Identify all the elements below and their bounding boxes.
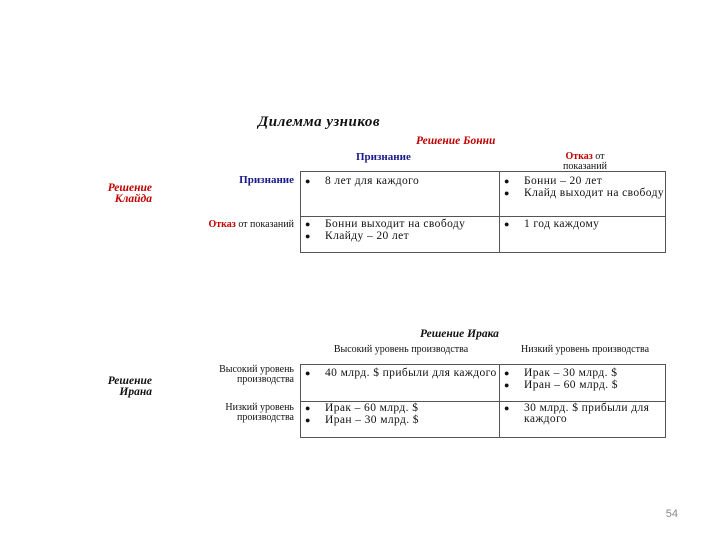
- table2-col1-header: Высокий уровень производства: [333, 344, 469, 355]
- table2-col2-header: Низкий уровень производства: [520, 344, 650, 355]
- table1-row-group-label: [66, 183, 152, 205]
- bullet-text: Клайду – 20 лет: [325, 229, 410, 242]
- bullet-item: [301, 176, 499, 187]
- bullet-icon: ●: [305, 368, 311, 378]
- table2-cell-r1c2-list: [500, 368, 665, 390]
- table1-cell-r2c1-list: [301, 219, 499, 241]
- table2-cell-r1c2: [500, 364, 666, 402]
- bullet-text: Клайд выходит на свободу: [524, 186, 664, 199]
- table2-cell-r2c1: [300, 402, 500, 438]
- table1-col1-header: Признание: [356, 151, 411, 163]
- bullet-text: Бонни выходит на свободу: [325, 218, 466, 230]
- table1-cell-r1c1-list: [301, 176, 499, 187]
- table1-row2-label-red: Отказ: [208, 219, 236, 230]
- bullet-item: [500, 403, 665, 424]
- bullet-text: Иран – 60 млрд. $: [524, 378, 618, 391]
- table1-cell-r1c2: [500, 171, 666, 217]
- table2-cell-r2c2: [500, 402, 666, 438]
- table1-row1-label: Признание: [239, 174, 294, 186]
- bullet-text: Ирак – 30 млрд. $: [524, 367, 618, 379]
- bullet-icon: ●: [305, 230, 311, 241]
- table1-row2-label-rest: от показаний: [235, 219, 294, 230]
- table1-row2-label: [196, 220, 294, 230]
- bullet-text: 30 млрд. $ прибыли для каждого: [524, 402, 650, 425]
- table1-col2-header-red: Отказ: [565, 151, 593, 162]
- bullet-icon: ●: [305, 176, 311, 186]
- bullet-icon: ●: [504, 379, 510, 390]
- table2-col-group-label: Решение Ирака: [420, 328, 499, 340]
- bullet-text: 8 лет для каждого: [325, 175, 420, 187]
- bullet-item: [301, 368, 499, 379]
- bullet-icon: ●: [305, 414, 311, 425]
- bullet-text: Бонни – 20 лет: [524, 175, 603, 187]
- bullet-item: [301, 231, 499, 242]
- bullet-text: Ирак – 60 млрд. $: [325, 402, 419, 414]
- table2-row1-label: Высокий уровень производства: [219, 364, 294, 385]
- table1-cell-r2c2: [500, 217, 666, 253]
- table1-col2-header-rest: от показаний: [563, 151, 607, 172]
- slide-title: Дилемма узников: [258, 114, 381, 130]
- table2-cell-r2c2-list: [500, 403, 665, 424]
- table1-col2-header: [545, 152, 625, 172]
- table1-row-group-label-line1: Решение: [107, 182, 152, 194]
- bullet-item: [500, 219, 665, 230]
- table2-row-group-label: [66, 376, 152, 398]
- bullet-item: [500, 368, 665, 379]
- table1-cell-r1c1: [300, 171, 500, 217]
- table1-row-group-label-line2: Клайда: [114, 193, 152, 205]
- table2-row2-label: Низкий уровень производства: [225, 402, 294, 423]
- table2-cell-r2c1-list: [301, 403, 499, 425]
- bullet-icon: ●: [504, 368, 510, 378]
- table2-cell-r1c1-list: [301, 368, 499, 379]
- bullet-item: [301, 403, 499, 414]
- bullet-icon: ●: [305, 403, 311, 413]
- bullet-text: 1 год каждому: [524, 218, 600, 230]
- table2-row-group-label-line1: Решение: [107, 375, 152, 387]
- bullet-icon: ●: [504, 187, 510, 198]
- bullet-text: 40 млрд. $ прибыли для каждого: [325, 367, 497, 379]
- bullet-item: [500, 380, 665, 391]
- bullet-icon: ●: [305, 219, 311, 229]
- table1-cell-r2c1: [300, 217, 500, 253]
- table2-row-group-label-line2: Ирана: [119, 386, 152, 398]
- bullet-item: [301, 219, 499, 230]
- bullet-item: [500, 188, 665, 199]
- page-number: 54: [665, 508, 678, 520]
- bullet-icon: ●: [504, 219, 510, 229]
- bullet-text: Иран – 30 млрд. $: [325, 413, 419, 426]
- table1-cell-r1c2-list: [500, 176, 665, 198]
- bullet-icon: ●: [504, 176, 510, 186]
- bullet-icon: ●: [504, 403, 510, 413]
- table1-col-group-label: Решение Бонни: [416, 135, 496, 147]
- bullet-item: [301, 415, 499, 426]
- bullet-item: [500, 176, 665, 187]
- table2-cell-r1c1: [300, 364, 500, 402]
- table1-cell-r2c2-list: [500, 219, 665, 230]
